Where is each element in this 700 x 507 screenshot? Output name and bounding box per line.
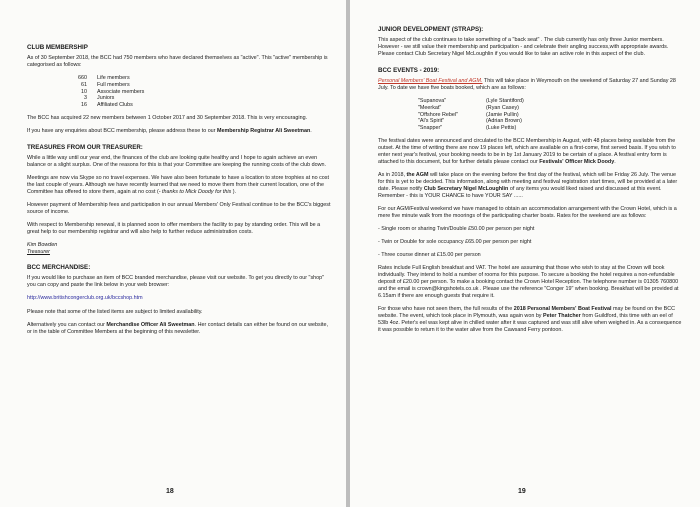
category-count: 3	[84, 95, 87, 102]
boat-skipper: (Jamie Pullin)	[486, 111, 519, 118]
merch-shop-link[interactable]: http://www.britishcongerclub.org.uk/bccshop.htm	[27, 295, 143, 302]
merch-paragraph-2: Please note that some of the listed items are subject to limited availability.	[27, 308, 203, 315]
boat-skipper: (Ryan Casey)	[486, 104, 519, 111]
boats-list	[418, 98, 524, 132]
section-junior	[378, 26, 682, 58]
membership-new-members: The BCC has acquired 22 new members between 1 October 2017 and 30 September 2018. This is very encouraging.	[27, 114, 308, 121]
merch-p3-end: . Her contact details can either be found on our website, or in the table of Committee Members at the beginning of this newsletter.	[27, 321, 328, 335]
treasurer-paragraph-4: With respect to Membership renewal, it is planned soon to offer members the facility to pay by standing order. This will be a great help to our membership registrar and will also help to further reduce administration costs.	[27, 221, 321, 235]
junior-paragraph: This aspect of the club continues to take something of a "back seat" . The club currently has only three Junior members. However - we still value their membership and participation - and celebrate their angling success,with appropriate awards. Please contact Club Secretary Nigel McLoughlin if you would like to take an active role in this aspect of the club.	[378, 37, 669, 58]
events-p6-a: For those who have not seen them, the full results of the	[378, 306, 514, 313]
page-number-left: 18	[166, 488, 174, 495]
events-paragraph-1	[378, 78, 682, 92]
events-p6-c: may be found on the BCC website. The event, which took place in Plymouth, was again won by	[378, 306, 676, 320]
merch-paragraph-3	[27, 322, 332, 336]
signature-role: Treasurer	[27, 248, 50, 255]
membership-registrar: Membership Registrar Ali Sweetman	[216, 127, 311, 134]
category-row	[65, 75, 144, 82]
treasurer-p2-thanks: - thanks to Mick Doody for this	[158, 188, 232, 195]
boat-name: "Meerkat"	[418, 104, 442, 111]
festivals-officer: Festivals' Officer Mick Doody	[539, 158, 615, 165]
heading-treasurer: TREASURES FROM OUR TREASURER:	[27, 143, 143, 151]
events-p2-text: The festival dates were announced and circulated to the BCC Membership in August, with 48 places being available from the outset. At the time of writing there are now 19 places left, which are available on a first-come, first served basis. If you wish to enter next year's festival, your booking needs to be in by 1st January 2019 to be certain of a place. A festival entry form is attached to this document, but for further details please contact our	[378, 137, 676, 165]
membership-intro: As of 30 September 2018, the BCC had 750 members who have declared themselves as "active". This "active" membership is categorised as follows:	[27, 55, 328, 69]
category-label: Affiliated Clubs	[97, 102, 133, 109]
category-row	[65, 82, 144, 89]
events-p6-e: from Guildford, this time with an eel of 53lb 4oz. Peter's eel was kept alive in chilled water after it was captured and was still alive when weighed in. As a consequence it was possible to return it to the water alive from the Cawsand Ferry pontoon.	[378, 313, 682, 334]
merch-officer: Merchandise Officer Ali Sweetman	[106, 321, 195, 328]
membership-categories	[65, 75, 144, 109]
events-paragraph-3	[378, 172, 682, 200]
category-count: 660	[78, 75, 87, 82]
treasurer-paragraph-2	[27, 175, 332, 196]
events-p6-winner: Peter Thatcher	[543, 313, 581, 320]
membership-enquiries-end: .	[310, 127, 312, 134]
page-18	[0, 0, 346, 507]
merch-shop-link-para	[27, 295, 332, 302]
boat-name: "Snapper"	[418, 125, 443, 132]
boat-name: "Supanova"	[418, 98, 447, 105]
treasurer-p2-text: Meetings are now via Skype so no travel expenses. We have also been fortunate to have a location to store trophies at no cost the last couple of years. Although we have recently learned that we need to move them from their current location, one of the Committee has offered to store them, again at no cost (	[27, 174, 329, 195]
category-label: Life members	[97, 75, 130, 82]
events-p3-a: As in 2018,	[378, 171, 407, 178]
events-paragraph-5: Rates include Full English breakfast and VAT. The hotel are assuming that those who wish to stay at the Crown will book individually. They intend to hold a number of rooms for this purpose. To secure a booking the hotel requires a non-refundable deposit of £20.00 per person. To make a booking contact the Crown Hotel Reception. The telephone number is 01305 760800 and the email is crown@kingshotels.co.uk . Please use the reference "Conger 19" when booking. Breakfast will be provided at 6.15am if there are enough guests that require it.	[378, 265, 679, 300]
page-number-right: 19	[518, 488, 526, 495]
membership-enquiries	[27, 128, 332, 135]
rate-line: - Three course dinner at £15.00 per person	[378, 252, 481, 259]
category-label: Full members	[97, 81, 130, 88]
events-paragraph-6	[378, 306, 682, 334]
section-club-membership	[27, 44, 332, 135]
events-p3-e: of any items you would liked raised and discussed at this event. Remember - this is YOUR CHANCE to have YOUR SAY ......	[378, 185, 662, 199]
events-p3-agm: the AGM	[406, 171, 429, 178]
events-p3-c: will take place on the evening before the first day of the festival, which will be Friday 26 July. The venue for this is yet to be decided. This information, along with meeting and festival registration start times, will be provided at a later date. Please notify	[378, 171, 678, 192]
boat-row	[418, 118, 524, 125]
boat-skipper: (Adrian Brown)	[486, 118, 522, 125]
section-treasurer	[27, 144, 332, 256]
heading-merchandise: BCC MERCHANDISE:	[27, 264, 91, 272]
events-paragraph-2	[378, 138, 682, 166]
boat-row	[418, 125, 524, 132]
treasurer-p2-end: ).	[231, 188, 237, 195]
merch-p3-text: Alternatively you can contact our	[27, 321, 107, 328]
club-secretary: Club Secretary Nigel McLoughlin	[423, 185, 509, 192]
page-19	[350, 0, 700, 507]
treasurer-signature	[27, 242, 332, 256]
category-count: 10	[81, 88, 87, 95]
category-count: 61	[81, 81, 87, 88]
treasurer-paragraph-1: While a little way until our year end, the finances of the club are looking quite healthy and I hope to again achieve an even balance or a slight surplus. One of the reasons for this is that your Committee are keeping the running costs of the club down.	[27, 154, 327, 168]
membership-enquiries-text: If you have any enquiries about BCC membership, please address these to our	[27, 127, 217, 134]
boat-row	[418, 98, 524, 105]
category-label: Associate members	[97, 88, 145, 95]
boat-name: "Offshore Rebel"	[418, 111, 458, 118]
boat-skipper: (Luke Pettis)	[486, 125, 517, 132]
festival-link[interactable]: Personal Members' Boat Festival and AGM.	[378, 78, 483, 85]
section-merchandise	[27, 264, 332, 335]
signature-name: Kim Bowden	[27, 241, 58, 248]
heading-club-membership: CLUB MEMBERSHIP	[27, 44, 88, 51]
heading-events: BCC EVENTS - 2019:	[378, 67, 440, 75]
category-row	[65, 89, 144, 96]
events-paragraph-4: For our AGM/Festival weekend we have managed to obtain an accommodation arrangement with the Crown Hotel, which is a mere five minute walk from the moorings of the participating charter boats. Rates for the weekend are as follows:	[378, 205, 677, 219]
boat-row	[418, 105, 524, 112]
events-p6-festival: 2018 Personal Members' Boat Festival	[513, 306, 612, 313]
category-row	[65, 102, 144, 109]
category-count: 16	[81, 102, 87, 109]
events-p2-end: .	[614, 158, 616, 165]
rate-line: - Twin or Double for sole occupancy £65.00 per person per night	[378, 239, 532, 245]
rate-line: - Single room or sharing Twin/Double £50.00 per person per night	[378, 225, 535, 232]
treasurer-paragraph-3: However payment of Membership fees and participation in our annual Members' Only Festival continue to be the BCC's biggest source of income.	[27, 201, 331, 215]
boat-row	[418, 112, 524, 119]
category-label: Juniors	[97, 95, 115, 102]
boat-skipper: (Lyle Stantiford)	[486, 98, 524, 105]
category-row	[65, 95, 144, 102]
events-p1-text: This will take place in Weymouth on the weekend of Saturday 27 and Sunday 28 July. To date we have five boats booked, which are as follows:	[378, 78, 676, 92]
merch-paragraph-1: If you would like to purchase an item of BCC branded merchandise, please visit our website. To get you directly to our "shop" you can copy and paste the link below in your web browser:	[27, 275, 325, 289]
heading-junior: JUNIOR DEVELOPMENT (STRAPS):	[378, 26, 484, 33]
section-events	[378, 67, 682, 334]
boat-name: "Al's Spirit"	[418, 118, 445, 125]
